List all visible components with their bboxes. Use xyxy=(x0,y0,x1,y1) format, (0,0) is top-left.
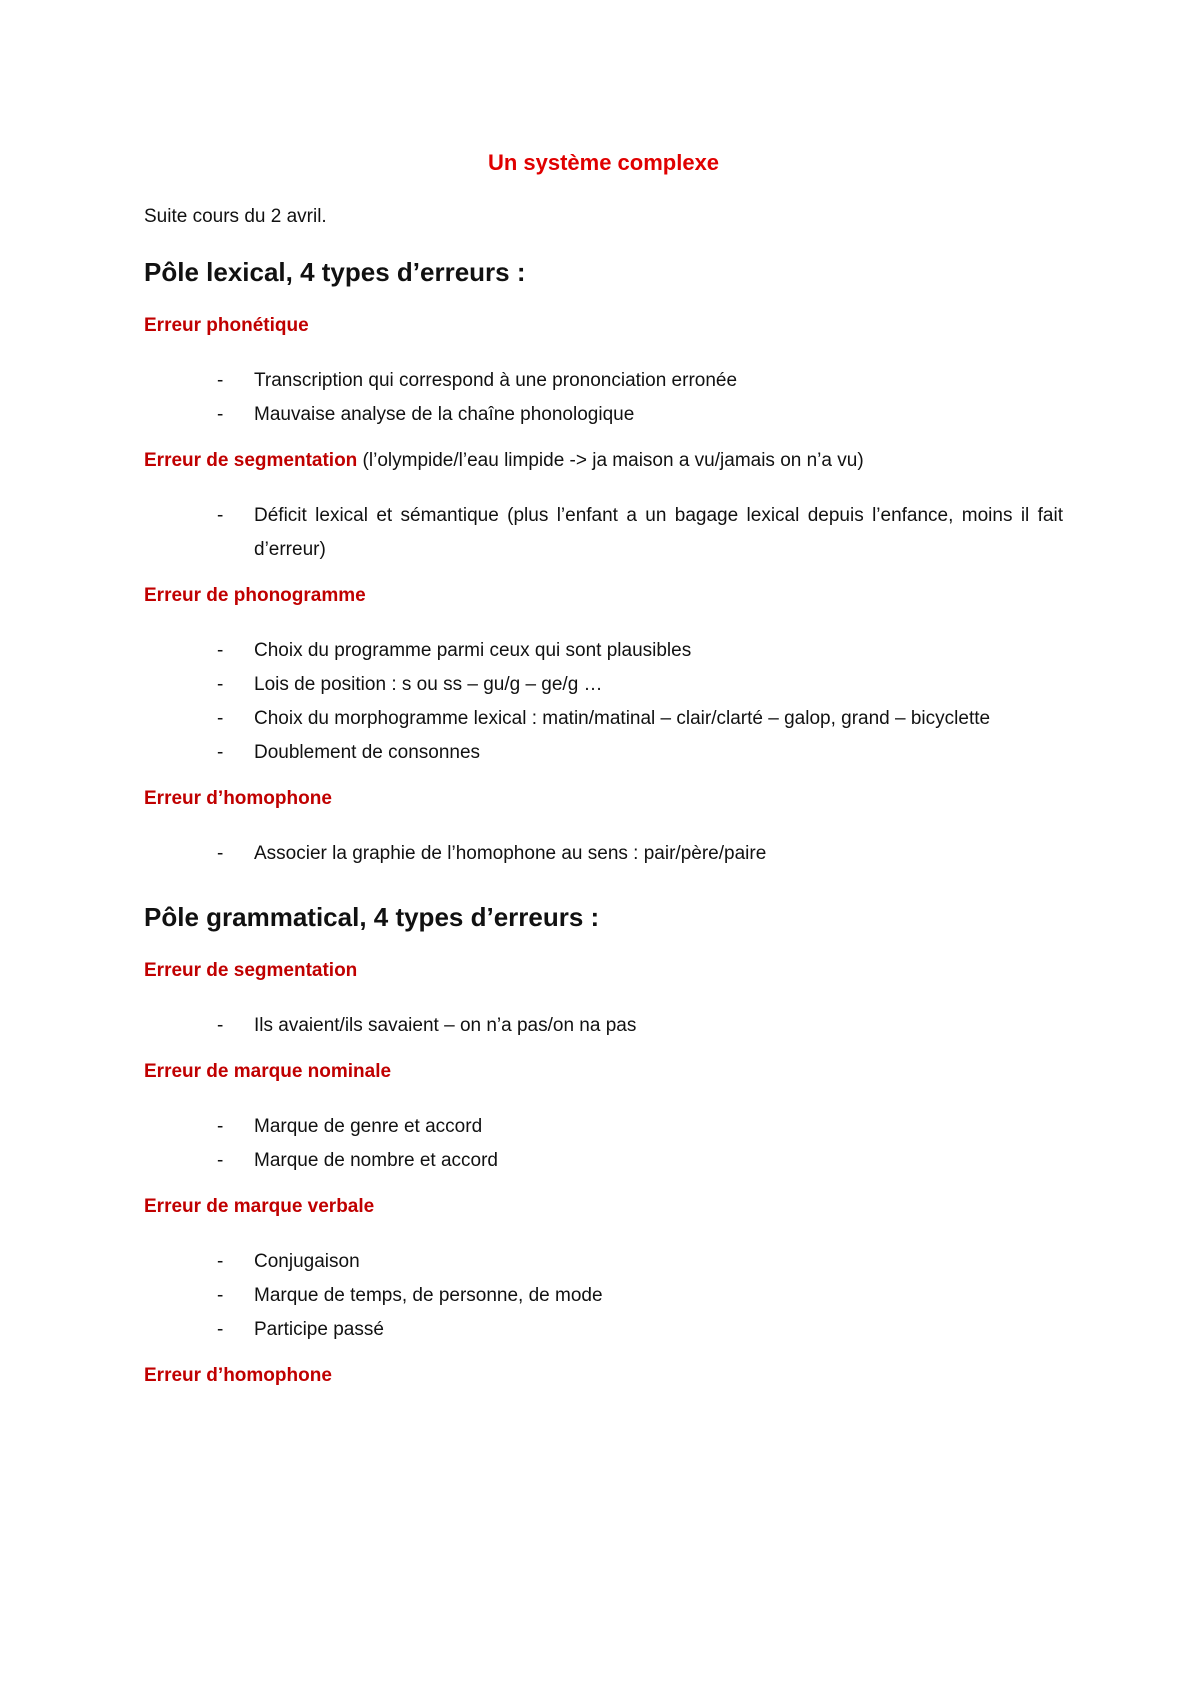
list-item xyxy=(144,1009,1063,1043)
dash-bullet-icon: - xyxy=(217,1285,224,1306)
list-item xyxy=(144,1245,1063,1279)
dash-bullet-icon: - xyxy=(217,674,224,695)
bullet-list xyxy=(144,1009,1063,1043)
dash-bullet-icon: - xyxy=(217,640,224,661)
section-title: Erreur de phonogramme xyxy=(144,585,366,606)
list-item-text: Doublement de consonnes xyxy=(254,742,481,763)
list-item xyxy=(144,736,1063,770)
list-item xyxy=(144,668,1063,702)
section-heading xyxy=(144,787,1063,811)
list-item xyxy=(144,398,1063,432)
list-item-text: Participe passé xyxy=(254,1319,384,1340)
list-item-text: Lois de position : s ou ss – gu/g – ge/g … xyxy=(254,674,603,695)
list-item xyxy=(144,702,1063,736)
dash-bullet-icon: - xyxy=(217,708,224,729)
document-subtitle: Suite cours du 2 avril. xyxy=(144,206,327,227)
dash-bullet-icon: - xyxy=(217,1319,224,1340)
document-title: Un système complexe xyxy=(487,150,720,175)
poles-container xyxy=(144,256,1063,1388)
list-item xyxy=(144,1144,1063,1178)
section-note: (l’olympide/l’eau limpide -> ja maison a vu/jamais on n’a vu) xyxy=(357,450,864,471)
list-item-text: Marque de nombre et accord xyxy=(254,1150,498,1171)
list-item xyxy=(144,837,1063,871)
section-heading xyxy=(144,1195,1063,1219)
error-section xyxy=(144,1195,1063,1347)
dash-bullet-icon: - xyxy=(217,742,224,763)
dash-bullet-icon: - xyxy=(217,1015,224,1036)
list-item-text: Transcription qui correspond à une prononciation erronée xyxy=(254,370,738,391)
error-section xyxy=(144,584,1063,770)
bullet-list xyxy=(144,837,1063,871)
error-section xyxy=(144,787,1063,871)
section-title: Erreur d’homophone xyxy=(144,788,332,809)
section-heading xyxy=(144,314,1063,338)
list-item-text: Mauvaise analyse de la chaîne phonologique xyxy=(254,404,635,425)
list-item-text: Déficit lexical et sémantique (plus l’enfant a un bagage lexical depuis l’enfance, moins il fait d’erreur) xyxy=(254,505,1063,560)
list-item xyxy=(144,364,1063,398)
list-item-text: Marque de temps, de personne, de mode xyxy=(254,1285,603,1306)
section-title: Erreur de marque nominale xyxy=(144,1061,392,1082)
dash-bullet-icon: - xyxy=(217,1150,224,1171)
error-section xyxy=(144,1060,1063,1178)
list-item-text: Conjugaison xyxy=(254,1251,360,1272)
dash-bullet-icon: - xyxy=(217,404,224,425)
bullet-list xyxy=(144,1245,1063,1347)
section-heading xyxy=(144,449,1063,473)
pole-heading: Pôle grammatical, 4 types d’erreurs : xyxy=(144,902,600,932)
list-item xyxy=(144,634,1063,668)
bullet-list xyxy=(144,364,1063,432)
section-title: Erreur de segmentation xyxy=(144,450,358,471)
error-section xyxy=(144,449,1063,567)
section-heading xyxy=(144,1060,1063,1084)
list-item xyxy=(144,499,1063,567)
section-heading xyxy=(144,1364,1063,1388)
dash-bullet-icon: - xyxy=(217,1116,224,1137)
section-title: Erreur de segmentation xyxy=(144,960,358,981)
error-section xyxy=(144,959,1063,1043)
pole-heading: Pôle lexical, 4 types d’erreurs : xyxy=(144,257,526,287)
dash-bullet-icon: - xyxy=(217,843,224,864)
bullet-list xyxy=(144,1110,1063,1178)
dash-bullet-icon: - xyxy=(217,505,224,526)
error-section xyxy=(144,1364,1063,1388)
list-item-text: Choix du morphogramme lexical : matin/matinal – clair/clarté – galop, grand – bicyclette xyxy=(254,708,991,729)
bullet-list xyxy=(144,499,1063,567)
list-item xyxy=(144,1110,1063,1144)
section-heading xyxy=(144,959,1063,983)
section-title: Erreur d’homophone xyxy=(144,1365,332,1386)
list-item-text: Choix du programme parmi ceux qui sont plausibles xyxy=(254,640,692,661)
section-title: Erreur de marque verbale xyxy=(144,1196,375,1217)
section-heading xyxy=(144,584,1063,608)
list-item-text: Ils avaient/ils savaient – on n’a pas/on na pas xyxy=(254,1015,637,1036)
section-title: Erreur phonétique xyxy=(144,315,309,336)
list-item xyxy=(144,1279,1063,1313)
bullet-list xyxy=(144,634,1063,770)
list-item-text: Marque de genre et accord xyxy=(254,1116,483,1137)
list-item xyxy=(144,1313,1063,1347)
dash-bullet-icon: - xyxy=(217,370,224,391)
list-item-text: Associer la graphie de l’homophone au sens : pair/père/paire xyxy=(254,843,767,864)
error-section xyxy=(144,314,1063,432)
dash-bullet-icon: - xyxy=(217,1251,224,1272)
